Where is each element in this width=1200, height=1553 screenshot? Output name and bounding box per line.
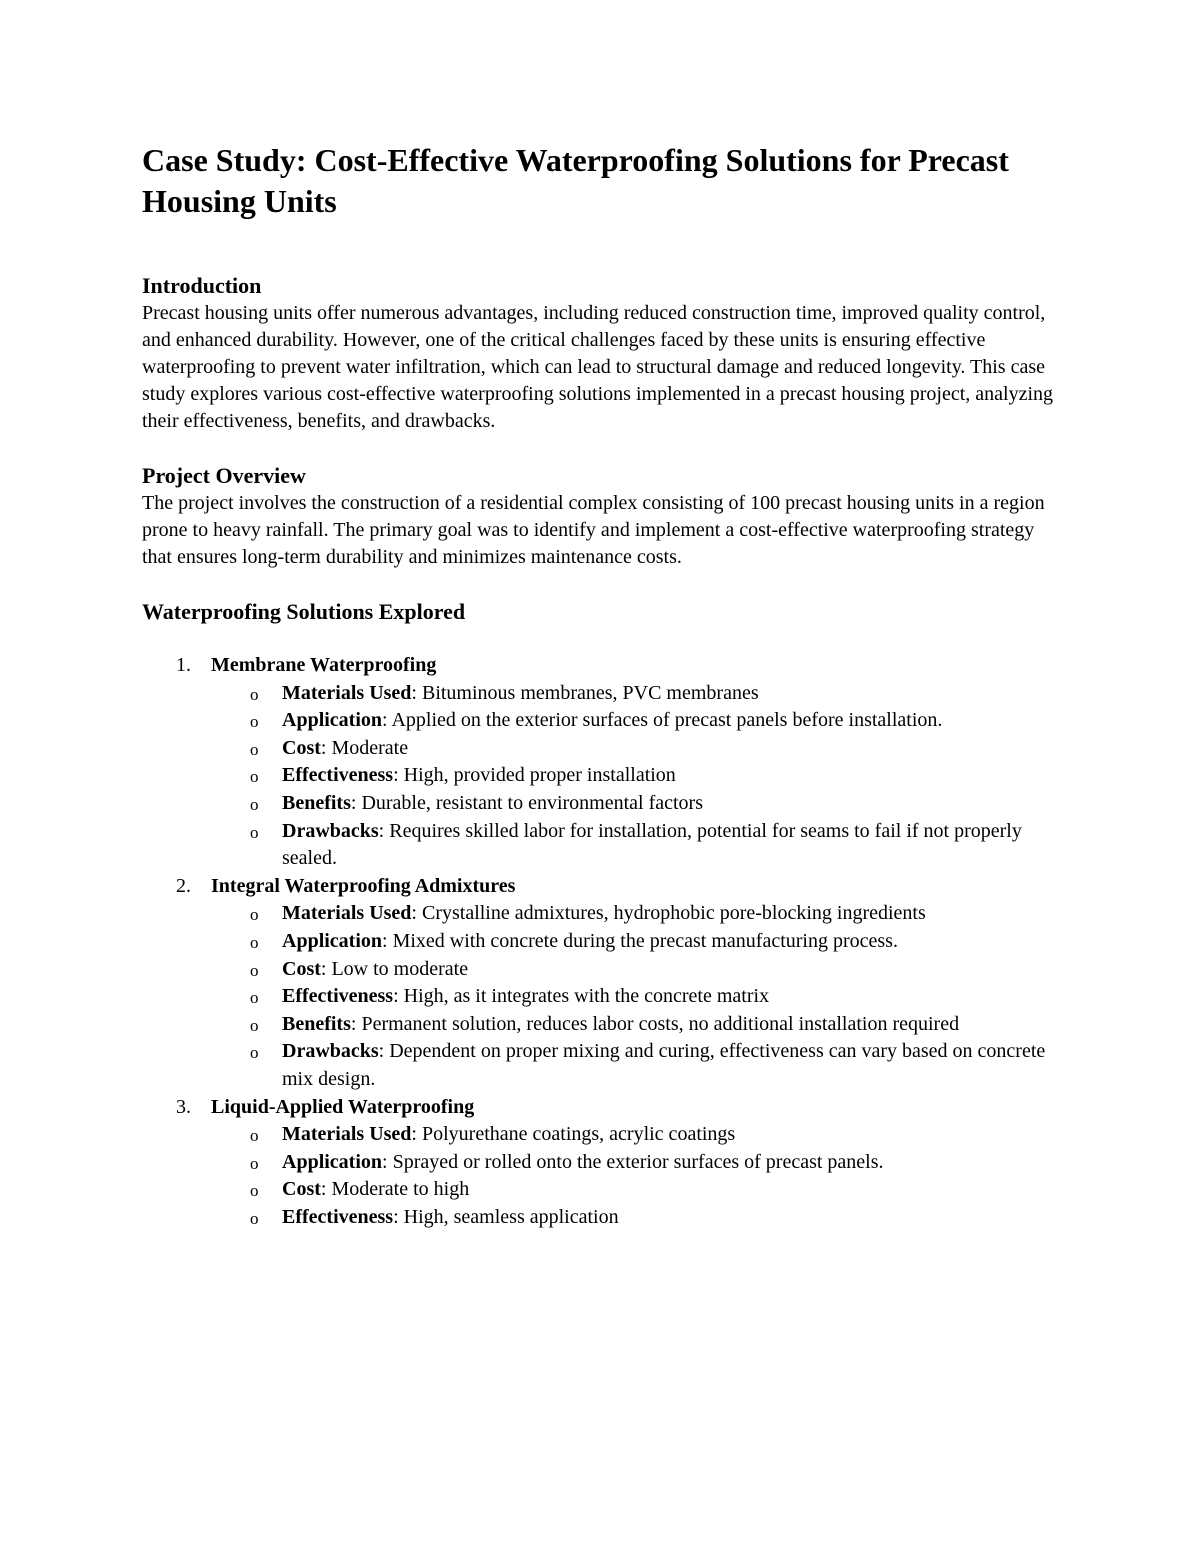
attribute-value: : Dependent on proper mixing and curing, effectiveness can vary based on concrete mix design. xyxy=(282,1040,1046,1090)
attribute-label: Effectiveness xyxy=(282,985,394,1008)
attribute-value: : Requires skilled labor for installation, potential for seams to fail if not properly sealed. xyxy=(282,819,1022,870)
attribute-label: Materials Used xyxy=(282,681,412,704)
attribute-item xyxy=(211,790,1062,818)
bullet-icon: o xyxy=(250,822,259,842)
attribute-label: Cost xyxy=(282,736,321,759)
attribute-item xyxy=(211,1038,1062,1093)
attribute-value: : Applied on the exterior surfaces of precast panels before installation. xyxy=(382,709,943,732)
attribute-value: : Low to moderate xyxy=(320,957,469,980)
attribute-item xyxy=(211,928,1062,956)
attribute-label: Materials Used xyxy=(282,1123,412,1146)
solutions-list xyxy=(142,652,1050,1231)
solution-number: 3. xyxy=(176,1095,191,1118)
attribute-label: Drawbacks xyxy=(282,819,379,842)
attribute-value: : Permanent solution, reduces labor costs, no additional installation required xyxy=(350,1012,960,1035)
attribute-label: Effectiveness xyxy=(282,764,394,787)
attribute-item xyxy=(211,956,1062,984)
solution-item xyxy=(142,1094,1050,1232)
attribute-label: Benefits xyxy=(282,1012,351,1035)
attribute-item xyxy=(211,983,1062,1011)
attribute-value: : Mixed with concrete during the precast manufacturing process. xyxy=(382,929,898,952)
solution-attributes xyxy=(211,1121,1050,1231)
bullet-icon: o xyxy=(250,712,259,732)
attribute-value: : Bituminous membranes, PVC membranes xyxy=(411,681,759,704)
bullet-icon: o xyxy=(250,1208,259,1228)
bullet-icon: o xyxy=(250,1153,259,1173)
bullet-icon: o xyxy=(250,1015,259,1035)
bullet-icon: o xyxy=(250,1181,259,1201)
solution-title: Liquid-Applied Waterproofing xyxy=(211,1095,475,1118)
bullet-icon: o xyxy=(250,932,259,952)
solution-number: 1. xyxy=(176,654,191,676)
attribute-label: Application xyxy=(282,929,383,952)
attribute-item xyxy=(211,762,1062,790)
bullet-icon: o xyxy=(250,739,259,759)
attribute-item xyxy=(211,1176,1062,1204)
bullet-icon: o xyxy=(250,794,259,814)
solution-title: Integral Waterproofing Admixtures xyxy=(211,874,516,897)
attribute-value: : Polyurethane coatings, acrylic coatings xyxy=(411,1123,736,1146)
attribute-value: : Moderate xyxy=(320,736,409,759)
solution-title: Membrane Waterproofing xyxy=(211,654,437,676)
introduction-heading: Introduction xyxy=(142,273,262,298)
attribute-value: : Crystalline admixtures, hydrophobic pore-blocking ingredients xyxy=(411,902,926,925)
solutions-heading: Waterproofing Solutions Explored xyxy=(142,599,466,624)
solution-attributes xyxy=(211,680,1050,873)
bullet-icon: o xyxy=(250,988,259,1008)
attribute-label: Cost xyxy=(282,1178,321,1201)
project-overview-heading: Project Overview xyxy=(142,463,306,488)
attribute-label: Effectiveness xyxy=(282,1205,394,1228)
attribute-value: : Durable, resistant to environmental factors xyxy=(350,791,703,814)
attribute-value: : High, seamless application xyxy=(393,1205,619,1228)
bullet-icon: o xyxy=(250,960,259,980)
bullet-icon: o xyxy=(250,767,259,787)
attribute-value: : Sprayed or rolled onto the exterior surfaces of precast panels. xyxy=(382,1150,884,1173)
attribute-label: Materials Used xyxy=(282,902,412,925)
bullet-icon: o xyxy=(250,1126,259,1146)
attribute-label: Benefits xyxy=(282,791,351,814)
attribute-item xyxy=(211,900,1062,928)
introduction-paragraph: Precast housing units offer numerous advantages, including reduced construction time, improved quality control, and enhanced durability. However, one of the critical challenges faced by these units is ensuring effective waterproofing to prevent water infiltration, which can lead to structural damage and reduced longevity. This case study explores various cost-effective waterproofing solutions implemented in a precast housing project, analyzing their effectiveness, benefits, and drawbacks. xyxy=(142,302,1054,432)
attribute-item xyxy=(211,1011,1062,1039)
attribute-item xyxy=(211,680,1062,708)
attribute-item xyxy=(211,1204,1062,1232)
attribute-label: Application xyxy=(282,1150,383,1173)
attribute-item xyxy=(211,735,1062,763)
bullet-icon: o xyxy=(250,905,259,925)
bullet-icon: o xyxy=(250,684,259,704)
solution-item xyxy=(142,873,1050,1094)
attribute-label: Application xyxy=(282,709,383,732)
solution-item xyxy=(142,652,1050,873)
attribute-value: : High, provided proper installation xyxy=(393,764,676,787)
attribute-item xyxy=(211,1149,1062,1177)
solution-number: 2. xyxy=(176,874,191,897)
solution-attributes xyxy=(211,900,1050,1093)
attribute-label: Drawbacks xyxy=(282,1040,379,1063)
bullet-icon: o xyxy=(250,1043,259,1063)
project-overview-paragraph: The project involves the construction of a residential complex consisting of 100 precast housing units in a region prone to heavy rainfall. The primary goal was to identify and implement a cost-effective waterproofing strategy that ensures long-term durability and minimizes maintenance costs. xyxy=(142,492,1045,568)
attribute-item xyxy=(211,707,1062,735)
document-title: Case Study: Cost-Effective Waterproofing Solutions for Precast Housing Units xyxy=(142,142,1009,219)
attribute-value: : Moderate to high xyxy=(320,1178,470,1201)
attribute-item xyxy=(211,1121,1062,1149)
attribute-label: Cost xyxy=(282,957,321,980)
attribute-item xyxy=(211,818,1062,873)
attribute-value: : High, as it integrates with the concrete matrix xyxy=(393,985,770,1008)
